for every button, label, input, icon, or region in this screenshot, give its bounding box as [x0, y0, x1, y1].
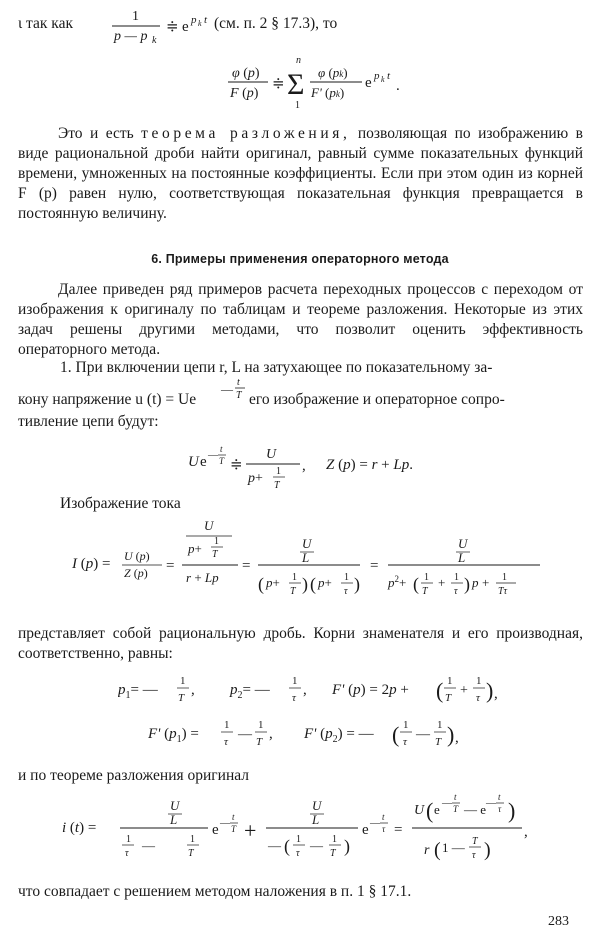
svg-text:τ: τ — [382, 824, 386, 834]
svg-text:U: U — [204, 518, 214, 533]
svg-text:1: 1 — [502, 572, 507, 583]
svg-text:τ: τ — [403, 736, 407, 748]
svg-text:t: t — [204, 14, 208, 26]
svg-text:1: 1 — [424, 572, 429, 583]
svg-text:L: L — [312, 812, 320, 827]
svg-text:(: ( — [413, 574, 419, 594]
svg-text:U: U — [170, 798, 180, 813]
svg-text:e: e — [212, 822, 219, 838]
svg-text:p — p: p — p — [114, 29, 148, 44]
svg-text:U: U — [458, 536, 468, 551]
svg-text:F' (p) = 2p +: F' (p) = 2p + — [332, 682, 409, 698]
svg-text:Z (p) = r + Lp.: Z (p) = r + Lp. — [326, 457, 413, 473]
svg-text:T: T — [290, 586, 296, 597]
theorem-paragraph-post: позволяющая по изображению в виде рациональной дроби найти оригинал, равный сумме показательных функций времени, умноженных на постоянные коэффициенты. Если при этом один из корней F (p) равен нулю, соответствующая показательная функция превращается в постоянную величину. — [18, 125, 583, 222]
svg-text:e: e — [200, 454, 207, 470]
svg-text:Σ: Σ — [287, 68, 305, 101]
svg-text:+: + — [244, 818, 257, 843]
svg-text:,: , — [191, 682, 195, 698]
svg-text:=: = — [370, 558, 379, 574]
svg-text:1: 1 — [258, 719, 264, 731]
svg-text:T: T — [236, 390, 242, 401]
svg-text:p: p — [374, 70, 380, 82]
svg-text:1: 1 — [403, 719, 409, 731]
svg-text:U: U — [188, 454, 199, 470]
svg-text:+: + — [482, 575, 490, 590]
svg-text:+: + — [438, 575, 446, 590]
svg-text:e: e — [434, 802, 440, 817]
svg-text:t: t — [382, 812, 385, 822]
svg-text:φ (p): φ (p) — [232, 66, 260, 81]
svg-text:.: . — [396, 78, 400, 94]
svg-text:T: T — [188, 848, 194, 859]
svg-text:1: 1 — [224, 719, 230, 731]
svg-text:L: L — [170, 812, 178, 827]
svg-text:,: , — [303, 682, 307, 698]
theorem-term: теорема разложения, — [141, 125, 351, 142]
equation-voltage-image — [186, 436, 466, 496]
svg-text:T: T — [435, 736, 442, 748]
svg-text:k: k — [381, 75, 385, 84]
svg-text:): ) — [484, 839, 491, 861]
svg-text:—: — — [486, 798, 496, 809]
svg-text:t: t — [387, 70, 391, 82]
svg-text:p1= —: $p_1=$ — — [118, 682, 158, 701]
equation-derivatives — [148, 712, 488, 754]
svg-text:): ) — [447, 722, 455, 747]
svg-text:p+: p+ — [248, 471, 263, 486]
example1-line1: 1. При включении цепи r, L на затухающее по показательному за- — [60, 359, 493, 376]
svg-text:—: — — [142, 838, 155, 853]
svg-text:T: T — [330, 848, 336, 859]
svg-text:U: U — [414, 803, 425, 818]
svg-text:T: T — [212, 549, 218, 560]
svg-text:1: 1 — [476, 675, 482, 687]
svg-text:1: 1 — [126, 834, 131, 845]
svg-text:,: , — [302, 458, 306, 474]
current-image-label: Изображение тока — [60, 495, 181, 512]
svg-text:T: T — [472, 836, 478, 847]
svg-text:Tτ: Tτ — [498, 586, 508, 597]
svg-text:t: t — [454, 792, 457, 802]
svg-text:U (p): U (p) — [124, 549, 150, 563]
svg-text:L: L — [458, 550, 466, 565]
svg-text:U: U — [312, 798, 322, 813]
svg-text:e: e — [182, 19, 189, 35]
svg-text:p: p — [191, 14, 197, 26]
svg-text:1: 1 — [292, 675, 298, 687]
svg-text:): ) — [464, 574, 470, 594]
svg-text:): ) — [302, 574, 308, 594]
example1-line3: тивление цепи будут: — [18, 413, 159, 430]
svg-text:τ: τ — [454, 586, 458, 597]
svg-text:e: e — [365, 75, 372, 91]
svg-text:1: 1 — [132, 9, 139, 24]
svg-text:T: T — [453, 804, 459, 814]
svg-text:L: L — [302, 550, 310, 565]
svg-text:τ: τ — [344, 586, 348, 597]
svg-text:τ: τ — [224, 736, 228, 748]
svg-text:≑: ≑ — [272, 76, 285, 92]
svg-text:1: 1 — [292, 572, 297, 583]
svg-text:p2= —: $p_2=$ — — [230, 682, 270, 701]
svg-text:—: — — [238, 727, 252, 742]
svg-text:r: r — [424, 843, 430, 858]
intro-ref: (см. п. 2 § 17.3), то — [214, 15, 338, 32]
svg-text:1: 1 — [447, 675, 453, 687]
svg-text:t: t — [237, 377, 240, 388]
svg-text:,: , — [455, 730, 459, 746]
theorem-original-label: и по теореме разложения оригинал — [18, 767, 250, 784]
svg-text:τ: τ — [498, 804, 502, 814]
svg-text:1: 1 — [295, 100, 300, 111]
equation-current-image — [70, 514, 540, 614]
svg-text:1: 1 — [214, 536, 219, 547]
svg-text:p2+: $p^2+$ — [388, 574, 407, 590]
svg-text:1: 1 — [454, 572, 459, 583]
svg-text:—: — — [310, 838, 323, 853]
final-line: что совпадает с решением методом наложения в п. 1 § 17.1. — [18, 883, 412, 900]
svg-text:1 —: 1 — — [442, 840, 465, 855]
svg-text:T: T — [274, 480, 280, 491]
svg-text:U: U — [302, 536, 312, 551]
svg-text:e: e — [362, 822, 369, 838]
svg-text:): ) — [354, 574, 360, 594]
theorem-paragraph — [18, 124, 583, 224]
svg-text:r + Lp: r + Lp — [186, 570, 219, 585]
svg-text:T: T — [178, 692, 185, 704]
svg-text:1: 1 — [332, 834, 337, 845]
svg-text:τ: τ — [472, 850, 476, 861]
svg-text:1: 1 — [344, 572, 349, 583]
intro-line — [18, 14, 73, 33]
intro-lead-text: ι так как — [18, 15, 73, 32]
svg-text:F' (p2) = —: F' $(p_2)$ = — — [304, 726, 374, 745]
svg-text:F' (pk): F' (pk) — [311, 85, 345, 100]
svg-text:—: — — [220, 818, 230, 829]
svg-text:—: — — [442, 798, 452, 809]
svg-text:1: 1 — [296, 834, 301, 845]
svg-text:,: , — [269, 726, 273, 742]
svg-text:=: = — [166, 558, 175, 574]
svg-text:t: t — [232, 812, 235, 822]
svg-text:p+: p+ — [266, 575, 280, 590]
example1-line2-pre: кону напряжение u (t) = Ue — [18, 391, 197, 408]
svg-text:τ: τ — [125, 848, 129, 859]
svg-text:τ: τ — [292, 692, 296, 704]
svg-text:T: T — [422, 586, 428, 597]
svg-text:=: = — [394, 822, 403, 838]
svg-text:≑: ≑ — [166, 19, 179, 35]
svg-text:(: ( — [436, 678, 444, 703]
svg-text:p+: p+ — [188, 541, 202, 556]
svg-text:(: ( — [310, 574, 316, 594]
svg-text:I (p) =: I (p) = — [72, 556, 111, 572]
svg-text:τ: τ — [476, 692, 480, 704]
section-heading: 6. Примеры применения операторного метода — [151, 252, 449, 266]
svg-text:(: ( — [426, 798, 434, 823]
equation-roots — [118, 668, 538, 710]
equation-expansion-theorem — [226, 52, 406, 112]
svg-text:1: 1 — [180, 675, 186, 687]
svg-text:(: ( — [284, 836, 290, 856]
svg-text:): ) — [486, 678, 494, 703]
svg-text:1: 1 — [276, 466, 281, 477]
svg-text:—: — — [221, 382, 233, 396]
svg-text:F (p): F (p) — [230, 86, 259, 101]
svg-text:(: ( — [392, 722, 400, 747]
example1-line2-post: его изображение и операторное сопро- — [249, 391, 505, 408]
svg-text:+: + — [460, 683, 468, 698]
equation-original-current — [62, 786, 542, 870]
svg-text:t: t — [498, 792, 501, 802]
svg-text:—: — — [370, 818, 380, 829]
svg-text:(: ( — [434, 839, 441, 861]
svg-text:T: T — [445, 692, 452, 704]
examples-intro-paragraph: Далее приведен ряд примеров расчета переходных процессов с переходом от изображения к оригиналу по таблицам и теореме разложения. Некоторые из этих задач решены другими методами, что позволит оценить эффективность операторного метода. — [18, 281, 583, 358]
svg-text:—: — — [416, 727, 430, 742]
svg-text:k: k — [152, 35, 157, 44]
svg-text:T: T — [256, 736, 263, 748]
svg-text:p: p — [472, 575, 479, 590]
svg-text:): ) — [344, 836, 350, 856]
svg-text:k: k — [198, 19, 202, 28]
svg-text:F' (p1) =: F' $(p_1)$ = — [148, 726, 199, 745]
page-number: 283 — [548, 914, 569, 929]
svg-text:T: T — [231, 824, 237, 834]
svg-text:—: — — [208, 450, 218, 461]
svg-text:U: U — [266, 447, 277, 462]
svg-text:p+: p+ — [318, 575, 332, 590]
svg-text:T: T — [219, 456, 225, 466]
svg-text:=: = — [242, 558, 251, 574]
svg-text:—: — — [268, 838, 281, 853]
svg-text:n: n — [296, 55, 301, 66]
fraction-paragraph: представляет собой рациональную дробь. Корни знаменателя и его производная, соответственно, равны: — [18, 625, 583, 662]
svg-text:Z (p): Z (p) — [124, 566, 148, 580]
svg-text:τ: τ — [296, 848, 300, 859]
svg-text:,: , — [494, 686, 498, 702]
svg-text:φ (pk): φ (pk) — [318, 65, 348, 80]
svg-text:): ) — [508, 798, 516, 823]
svg-text:1: 1 — [190, 834, 195, 845]
svg-text:t: t — [220, 444, 223, 454]
svg-text:— e: — e — [464, 802, 487, 817]
svg-text:,: , — [524, 824, 528, 840]
svg-text:(: ( — [258, 574, 264, 594]
exponent-minus-t-over-T — [219, 376, 249, 404]
svg-text:1: 1 — [437, 719, 443, 731]
svg-text:i (t) =: i (t) = — [62, 820, 97, 836]
theorem-paragraph-pre: Это и есть — [58, 125, 134, 142]
svg-text:≑: ≑ — [230, 457, 243, 473]
